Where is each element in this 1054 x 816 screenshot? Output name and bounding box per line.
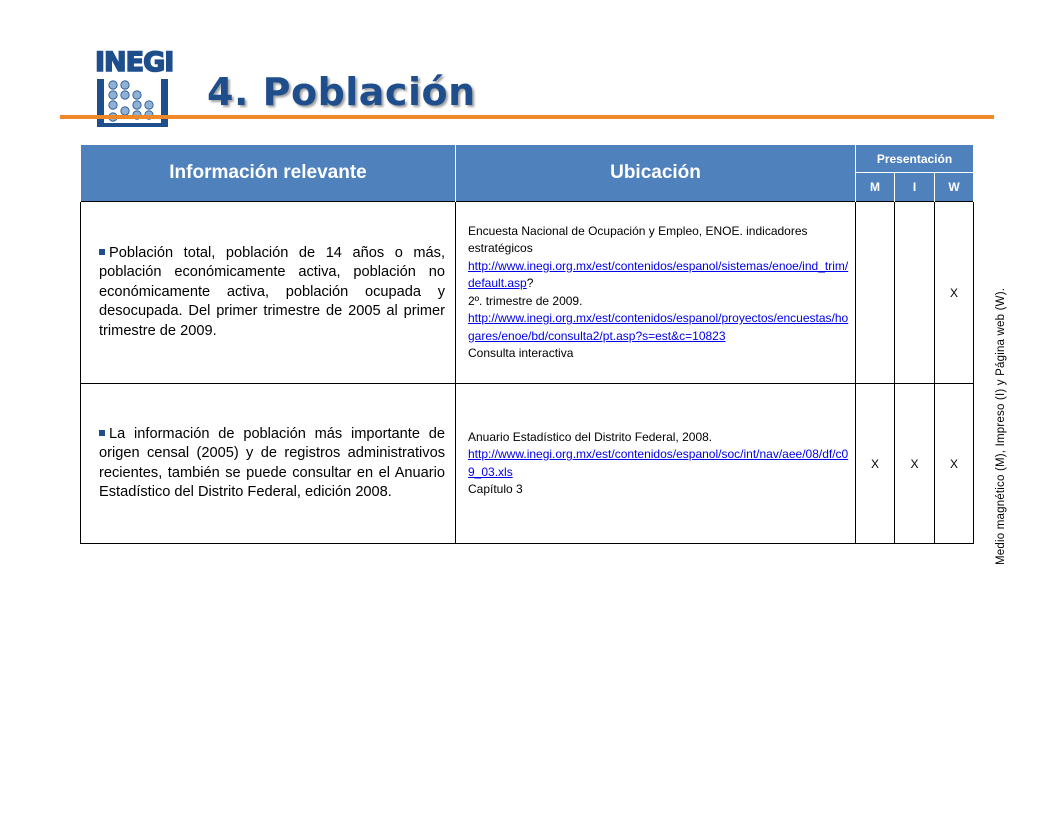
presentation-legend: Medio magnético (M), Impreso (I) y Página web (W). xyxy=(995,287,1007,565)
table-row xyxy=(81,384,974,544)
title-divider xyxy=(60,115,994,119)
mark-w: X xyxy=(935,384,974,544)
location-text: Anuario Estadístico del Distrito Federal, 2008. xyxy=(468,429,713,444)
location-cell xyxy=(456,384,856,544)
header-i: I xyxy=(895,173,935,202)
mark-m xyxy=(856,202,895,384)
location-text: 2º. trimestre de 2009. xyxy=(468,293,583,308)
mark-i: X xyxy=(895,384,935,544)
info-text: La información de población más importante de origen censal (2005) y de registros administrativos recientes, también se puede consultar en el Anuario Estadístico del Distrito Federal, edición 2008. xyxy=(99,425,445,500)
link-suffix: ? xyxy=(526,276,534,290)
location-text: Capítulo 3 xyxy=(468,482,523,496)
header-informacion: Información relevante xyxy=(81,145,456,202)
page-title: 4. Población xyxy=(207,70,476,114)
location-cell xyxy=(456,202,856,384)
location-text: Consulta interactiva xyxy=(468,346,574,360)
location-link[interactable]: http://www.inegi.org.mx/est/contenidos/espanol/sistemas/enoe/ind_trim/default.asp xyxy=(468,258,849,290)
bullet-icon xyxy=(99,249,105,255)
header-w: W xyxy=(935,173,974,202)
header-ubicacion: Ubicación xyxy=(456,145,856,202)
table-row xyxy=(81,202,974,384)
info-cell xyxy=(81,384,456,544)
info-cell xyxy=(81,202,456,384)
information-table xyxy=(80,145,974,544)
location-text: Encuesta Nacional de Ocupación y Empleo, ENOE. indicadores estratégicos xyxy=(468,223,808,255)
location-link[interactable]: http://www.inegi.org.mx/est/contenidos/espanol/soc/int/nav/aee/08/df/c09_03.xls xyxy=(468,447,849,479)
mark-i xyxy=(895,202,935,384)
logo-wordmark: INEGI xyxy=(95,47,174,78)
info-text: Población total, población de 14 años o más, población económicamente activa, población no económicamente activa, población ocupada y desocupada. Del primer trimestre de 2005 al primer trimestre de 2009. xyxy=(99,244,445,339)
mark-m: X xyxy=(856,384,895,544)
mark-w: X xyxy=(935,202,974,384)
header-m: M xyxy=(856,173,895,202)
location-link[interactable]: http://www.inegi.org.mx/est/contenidos/espanol/proyectos/encuestas/hogares/enoe/bd/consulta2/pt.asp?s=est&c=10823 xyxy=(468,311,849,343)
header-presentacion: Presentación xyxy=(856,145,974,173)
bullet-icon xyxy=(99,430,105,436)
